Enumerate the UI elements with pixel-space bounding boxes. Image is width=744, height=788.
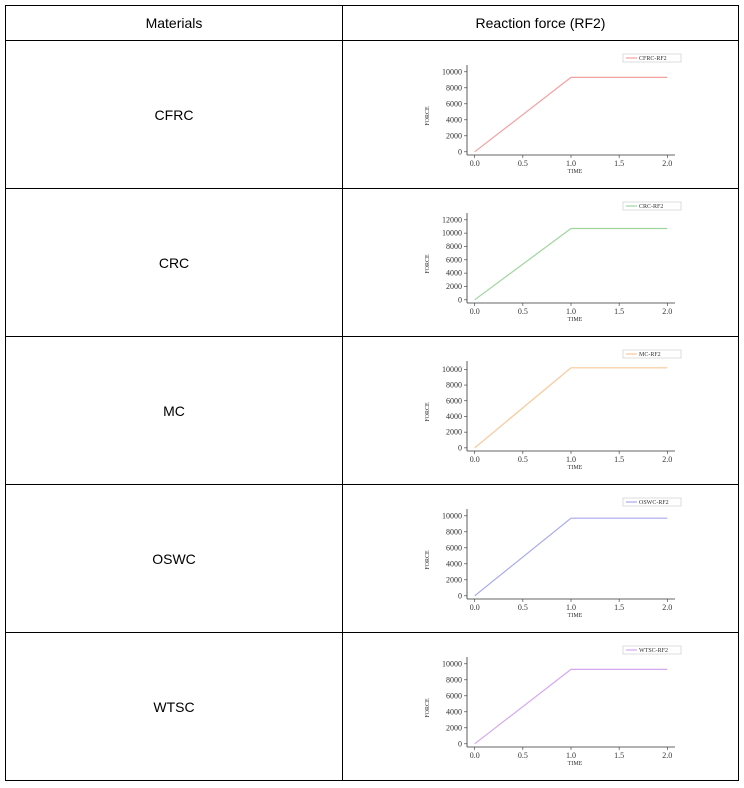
chart-cell [343, 189, 739, 337]
y-tick-label: 0 [457, 590, 462, 600]
table-row [6, 41, 739, 189]
x-tick-label: 0.0 [469, 454, 480, 464]
x-axis-label: TIME [567, 612, 582, 619]
y-tick-label: 4000 [445, 268, 462, 278]
legend-label: CRC-RF2 [638, 203, 663, 210]
x-axis-label: TIME [567, 168, 582, 175]
legend-label: WTSC-RF2 [638, 647, 668, 654]
y-tick-label: 8000 [445, 241, 462, 251]
y-tick-label: 10000 [441, 228, 462, 238]
reaction-force-chart [391, 51, 691, 179]
y-tick-label: 4000 [445, 558, 462, 568]
y-axis-label: FORCE [424, 401, 431, 422]
x-tick-label: 0.5 [517, 602, 528, 612]
series-line [474, 518, 667, 596]
x-tick-label: 0.0 [469, 602, 480, 612]
x-tick-label: 2.0 [661, 158, 672, 168]
y-tick-label: 6000 [445, 395, 462, 405]
x-tick-label: 1.0 [565, 158, 576, 168]
chart-cell [343, 485, 739, 633]
y-tick-label: 2000 [445, 130, 462, 140]
y-tick-label: 8000 [445, 82, 462, 92]
y-tick-label: 4000 [445, 706, 462, 716]
y-axis-label: FORCE [424, 697, 431, 718]
y-tick-label: 6000 [445, 98, 462, 108]
reaction-force-chart [391, 495, 691, 623]
y-tick-label: 10000 [441, 658, 462, 668]
y-tick-label: 8000 [445, 526, 462, 536]
legend [623, 498, 681, 506]
x-axis-label: TIME [567, 760, 582, 767]
x-tick-label: 1.5 [613, 750, 624, 760]
header-row [6, 6, 739, 41]
table-row [6, 633, 739, 781]
x-tick-label: 1.5 [613, 454, 624, 464]
y-tick-label: 2000 [445, 427, 462, 437]
material-name: MC [6, 337, 343, 485]
x-axis-label: TIME [567, 316, 582, 323]
x-axis-label: TIME [567, 464, 582, 471]
y-tick-label: 6000 [445, 690, 462, 700]
x-tick-label: 1.5 [613, 158, 624, 168]
material-name: CRC [6, 189, 343, 337]
y-tick-label: 10000 [441, 364, 462, 374]
legend-label: CFRC-RF2 [638, 55, 667, 62]
material-name: CFRC [6, 41, 343, 189]
x-tick-label: 2.0 [661, 454, 672, 464]
x-tick-label: 1.5 [613, 306, 624, 316]
material-name: OSWC [6, 485, 343, 633]
y-tick-label: 8000 [445, 380, 462, 390]
y-tick-label: 4000 [445, 114, 462, 124]
header-reaction-force: Reaction force (RF2) [343, 6, 739, 41]
reaction-force-chart [391, 643, 691, 771]
y-tick-label: 12000 [441, 214, 462, 224]
table-row [6, 337, 739, 485]
x-tick-label: 0.5 [517, 454, 528, 464]
legend-label: OSWC-RF2 [638, 499, 669, 506]
reaction-force-chart [391, 347, 691, 475]
series-line [474, 228, 667, 299]
legend [623, 54, 681, 62]
series-line [474, 77, 667, 151]
y-tick-label: 8000 [445, 674, 462, 684]
legend [623, 350, 681, 358]
x-tick-label: 0.0 [469, 750, 480, 760]
series-line [474, 367, 667, 447]
y-tick-label: 0 [457, 146, 462, 156]
y-tick-label: 0 [457, 738, 462, 748]
x-tick-label: 1.0 [565, 454, 576, 464]
y-tick-label: 2000 [445, 722, 462, 732]
x-tick-label: 0.0 [469, 158, 480, 168]
x-tick-label: 2.0 [661, 306, 672, 316]
x-tick-label: 2.0 [661, 750, 672, 760]
y-tick-label: 10000 [441, 66, 462, 76]
y-tick-label: 6000 [445, 254, 462, 264]
y-tick-label: 10000 [441, 510, 462, 520]
chart-cell [343, 337, 739, 485]
x-tick-label: 0.5 [517, 158, 528, 168]
y-axis-label: FORCE [424, 253, 431, 274]
x-tick-label: 1.0 [565, 602, 576, 612]
x-tick-label: 0.5 [517, 306, 528, 316]
header-materials: Materials [6, 6, 343, 41]
series-line [474, 669, 667, 743]
x-tick-label: 0.0 [469, 306, 480, 316]
results-table [5, 5, 739, 781]
table-row [6, 189, 739, 337]
y-tick-label: 2000 [445, 574, 462, 584]
x-tick-label: 0.5 [517, 750, 528, 760]
y-axis-label: FORCE [424, 549, 431, 570]
legend [623, 202, 681, 210]
y-tick-label: 6000 [445, 542, 462, 552]
y-tick-label: 2000 [445, 281, 462, 291]
x-tick-label: 1.5 [613, 602, 624, 612]
y-axis-label: FORCE [424, 105, 431, 126]
x-tick-label: 2.0 [661, 602, 672, 612]
legend-label: MC-RF2 [638, 351, 661, 358]
table-row [6, 485, 739, 633]
chart-cell [343, 633, 739, 781]
y-tick-label: 0 [457, 294, 462, 304]
chart-cell [343, 41, 739, 189]
x-tick-label: 1.0 [565, 306, 576, 316]
x-tick-label: 1.0 [565, 750, 576, 760]
y-tick-label: 0 [457, 442, 462, 452]
material-name: WTSC [6, 633, 343, 781]
y-tick-label: 4000 [445, 411, 462, 421]
legend [623, 646, 681, 654]
reaction-force-chart [391, 199, 691, 327]
